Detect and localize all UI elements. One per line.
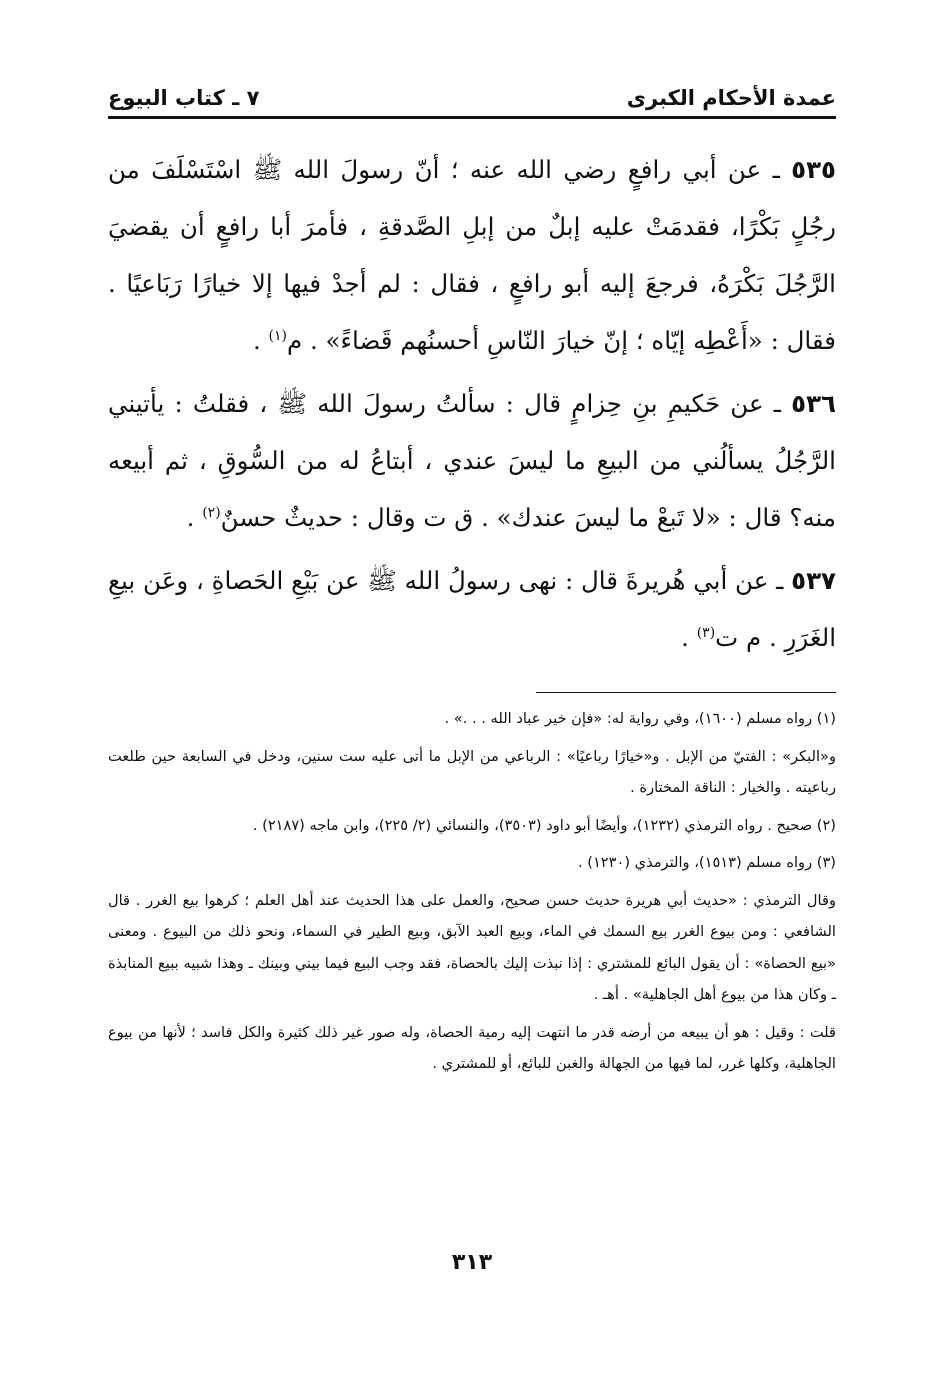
page-number: ٣١٣	[451, 1250, 493, 1275]
hadith-537	[108, 552, 836, 666]
footnote-marker: (٣)	[696, 624, 716, 641]
hadith-body: ـ عن أبي هُريرةَ قال : نهى رسولُ الله ﷺ عن بَيْعِ الحَصاةِ ، وعَن بيعِ الغَرَرِ . م ت	[108, 566, 836, 652]
hadith-text-block	[108, 141, 836, 666]
hadith-tail: .	[681, 623, 697, 652]
book-title: عمدة الأحكام الكبرى	[626, 86, 836, 110]
hadith-number: ٥٣٧	[791, 566, 836, 595]
hadith-535	[108, 141, 836, 369]
footnote-marker: (٢)	[202, 504, 221, 521]
footnote-1-gloss: و«البكر» : الفتيّ من الإبل . و«خيارًا رباعيًا» : الرباعي من الإبل ما أتى عليه ست سنين، ودخل في السابعة حين طلعت رباعيته . والخيار : الناقة المختارة .	[108, 747, 836, 796]
footnote-3: (٣) رواه مسلم (١٥١٣)، والترمذي (١٢٣٠) .	[577, 854, 836, 871]
hadith-tail: .	[186, 503, 203, 532]
footnote-divider	[536, 692, 836, 693]
hadith-body: ـ عن أبي رافعٍ رضي الله عنه ؛ أنّ رسولَ الله ﷺ اسْتَسْلَفَ من رجُلٍ بَكْرًا، فقدمَتْ عليه إبلٌ من إبلِ الصَّدقةِ ، فأمرَ أبا رافعٍ أن يقضيَ الرَّجُلَ بَكْرَهُ، فرجعَ إليه أبو رافعٍ ، فقال : لم أجدْ فيها إلا خيارًا رَبَاعيًا . فقال : «أَعْطِه إيّاه ؛ إنّ خيارَ النّاسِ أحسنُهم قَضاءً» . م	[108, 155, 837, 355]
running-header	[108, 70, 836, 119]
hadith-body: ـ عن حَكيمِ بنِ حِزامٍ قال : سألتُ رسولَ الله ﷺ ، فقلتُ : يأتيني الرَّجُلُ يسألُني من البيعِ ما ليسَ عندي ، أبتاعُ له من السُّوقِ ، ثم أبيعه منه؟ قال : «لا تَبعْ ما ليسَ عندك» . ق ت وقال : حديثٌ حسنٌ	[108, 389, 836, 532]
book-page	[108, 70, 836, 1370]
hadith-number: ٥٣٥	[791, 155, 836, 184]
footnote-3-tirmidhi: وقال الترمذي : «حديث أبي هريرة حديث حسن صحيح، والعمل على هذا الحديث عند أهل العلم ؛ كرهوا بيع الغرر . قال الشافعي : ومن بيوع الغرر بيع السمك في الماء، وبيع العبد الآبق، وبيع الطير في السماء، ونحو ذلك من البيوع . ومعنى «بيع الحصاة» : أن يقول البائع للمشتري : إذا نبذت إليك بالحصاة، فقد وجب البيع فيما بيني وبينك ـ وهذا شبيه ببيع المنابذة ـ وكان هذا من بيوع أهل الجاهلية» . أهـ .	[108, 891, 836, 1003]
hadith-536	[108, 375, 836, 546]
hadith-number: ٥٣٦	[791, 389, 836, 418]
chapter-title: ٧ ـ كتاب البيوع	[108, 86, 260, 110]
footnote-3-note: قلت : وقيل : هو أن يبيعه من أرضه قدر ما انتهت إليه رمية الحصاة، وله صور غير ذلك كثيرة والكل فاسد ؛ لأنها من بيوع الجاهلية، وكلها غرر، لما فيها من الجهالة والغبن للبائع، أو للمشتري .	[108, 1023, 836, 1072]
footnote-marker: (١)	[268, 327, 287, 344]
footnote-1: (١) رواه مسلم (١٦٠٠)، وفي رواية له: «فإن خير عباد الله . . .» .	[444, 710, 836, 727]
footnotes-block	[108, 703, 836, 1080]
hadith-tail: .	[252, 326, 269, 355]
footnote-2: (٢) صحيح . رواه الترمذي (١٢٣٢)، وأيضًا أبو داود (٣٥٠٣)، والنسائي (٢/ ٢٢٥)، وابن ماجه (٢١٨٧) .	[252, 816, 836, 834]
